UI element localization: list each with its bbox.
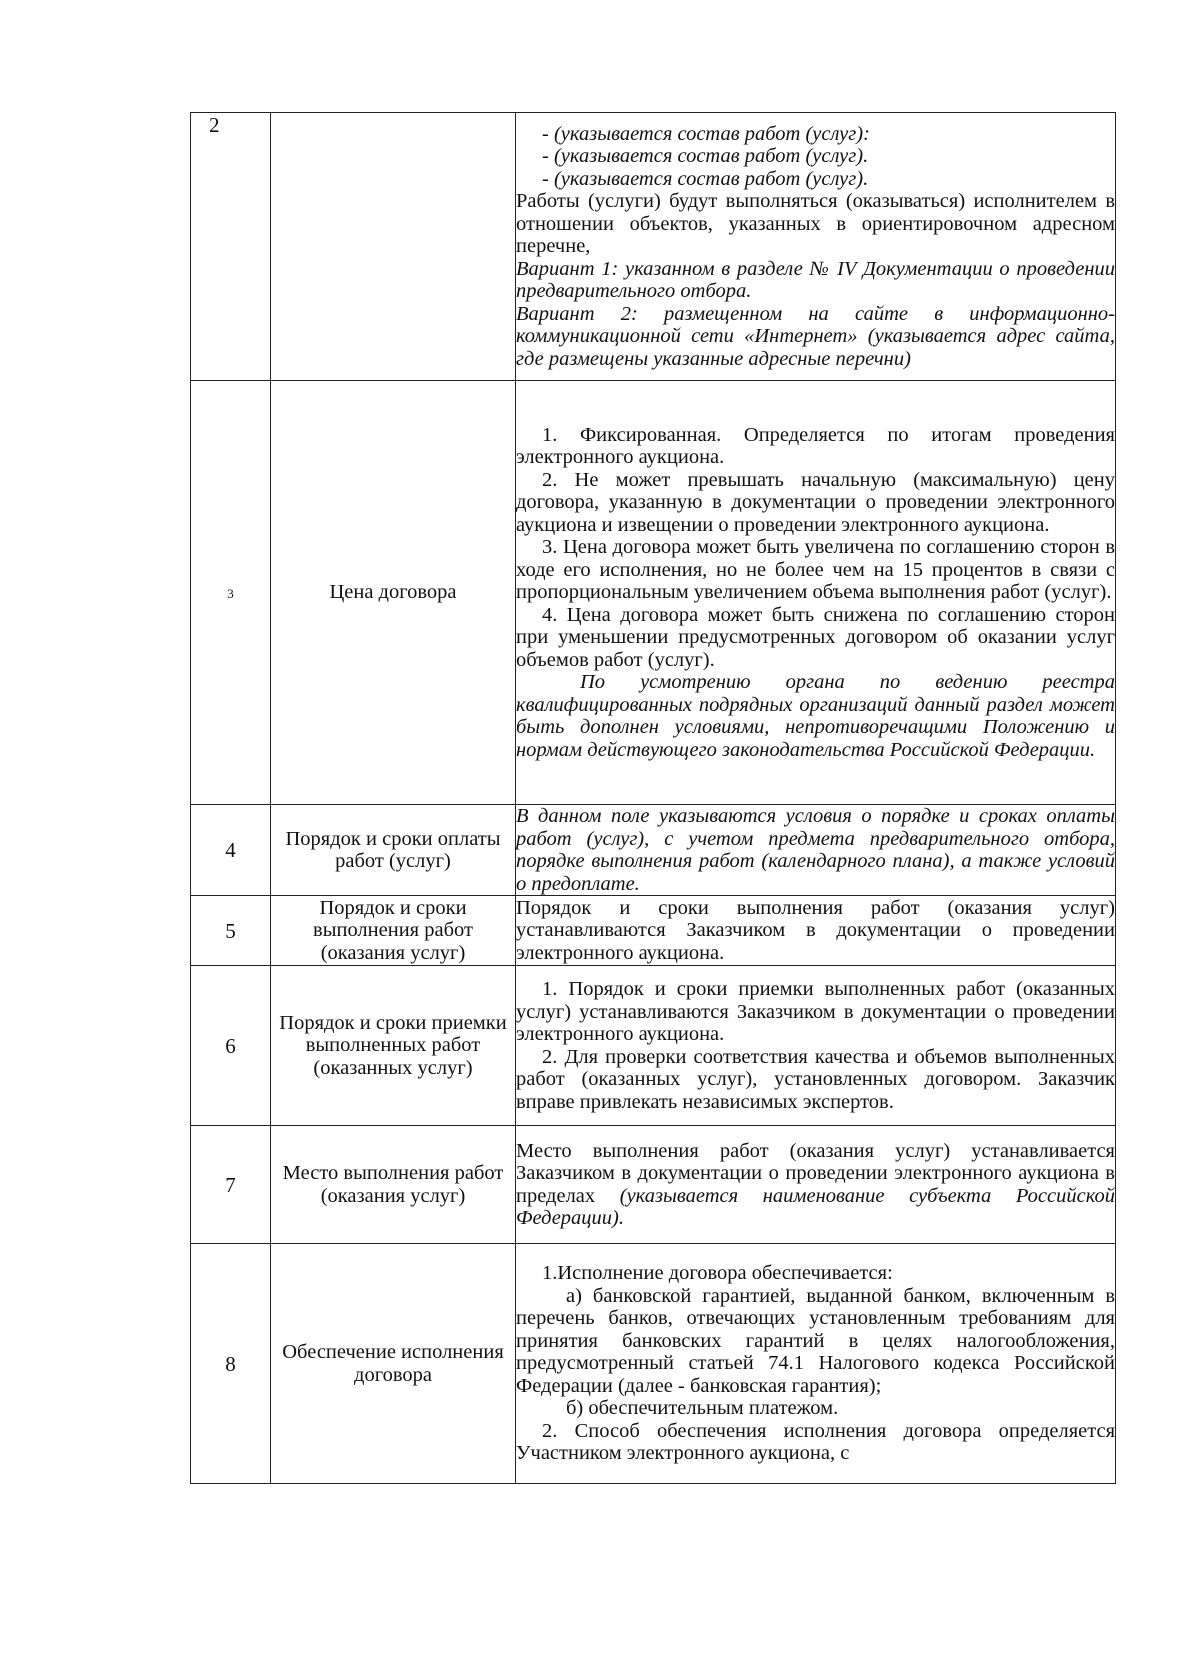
paragraph: Вариант 2: размещенном на сайте в информационно-коммуникационной сети «Интернет» (указывается адрес сайта, где размещены указанные адресные перечни) [516, 302, 1115, 370]
row-number: 6 [191, 966, 271, 1126]
contract-terms-table [190, 112, 1116, 1484]
row-content [516, 966, 1116, 1126]
row-content [516, 113, 1116, 381]
table-row [191, 1244, 1116, 1484]
paragraph: - (указывается состав работ (услуг). [542, 145, 869, 168]
row-number-text: 3 [227, 586, 234, 601]
row-number: 4 [191, 805, 271, 896]
row-title: Место выполнения работ (оказания услуг) [271, 1126, 516, 1244]
paragraph: 2. Не может превышать начальную (максимальную) цену договора, указанную в документации о проведении электронного аукциона и извещении о проведении электронного аукциона. [516, 468, 1115, 536]
table-row [191, 966, 1116, 1126]
row-content [516, 896, 1116, 966]
row-title: Порядок и сроки оплаты работ (услуг) [271, 805, 516, 896]
paragraph: - (указывается состав работ (услуг). [542, 167, 869, 190]
table-row [191, 381, 1116, 805]
paragraph-text: Место выполнения работ (оказания услуг) устанавливается Заказчиком в документации о проведении электронного аукциона в пределах [516, 1139, 1115, 1207]
paragraph: 2. Способ обеспечения исполнения договора определяется Участником электронного аукциона, с [516, 1419, 1115, 1465]
paragraph: - (указывается состав работ (услуг): [542, 122, 870, 145]
paragraph: 4. Цена договора может быть снижена по соглашению сторон при уменьшении предусмотренных договором об оказании услуг объемов работ (услуг). [516, 603, 1115, 671]
paragraph-italic: (указывается наименование субъекта Российской Федерации). [516, 1184, 1116, 1229]
row-number: 8 [191, 1244, 271, 1484]
row-content [516, 1244, 1116, 1484]
row-title: Цена договора [271, 381, 516, 805]
row-content [516, 805, 1116, 896]
paragraph: 1. Порядок и сроки приемки выполненных работ (оказанных услуг) устанавливаются Заказчиком в документации о проведении электронного аукциона. [516, 978, 1115, 1045]
row-title [271, 113, 516, 381]
row-title: Порядок и сроки приемки выполненных работ (оказанных услуг) [271, 966, 516, 1126]
row-number [191, 381, 271, 805]
row-title: Порядок и сроки выполнения работ (оказания услуг) [271, 896, 516, 966]
paragraph [516, 1140, 1115, 1230]
paragraph: В данном поле указываются условия о порядке и сроках оплаты работ (услуг), с учетом предмета предварительного отбора, порядке выполнения работ (календарного плана), а также условий о предоплате. [516, 805, 1115, 895]
paragraph: Вариант 1: указанном в разделе № IV Документации о проведении предварительного отбора. [516, 257, 1115, 303]
row-number: 5 [191, 896, 271, 966]
row-title: Обеспечение исполнения договора [271, 1244, 516, 1484]
paragraph: б) обеспечительным платежом. [566, 1397, 839, 1420]
paragraph: 1. Фиксированная. Определяется по итогам проведения электронного аукциона. [516, 423, 1115, 469]
table-row [191, 113, 1116, 381]
row-content [516, 1126, 1116, 1244]
table-row [191, 1126, 1116, 1244]
paragraph: 2. Для проверки соответствия качества и объемов выполненных работ (оказанных услуг), установленных договором. Заказчик вправе привлекать независимых экспертов. [516, 1045, 1115, 1113]
row-number: 2 [191, 113, 271, 381]
table-row [191, 896, 1116, 966]
paragraph: По усмотрению органа по ведению реестра квалифицированных подрядных организаций данный раздел может быть дополнен условиями, непротиворечащими Положению и нормам действующего законодательства Российской Федерации. [516, 671, 1115, 761]
paragraph: а) банковской гарантией, выданной банком, включенным в перечень банков, отвечающих установленным требованиям для принятия банковских гарантий в целях налогообложения, предусмотренный статьей 74.1 Налогового кодекса Российской Федерации (далее - банковская гарантия); [516, 1284, 1115, 1397]
paragraph: 1.Исполнение договора обеспечивается: [542, 1262, 893, 1285]
table-row [191, 805, 1116, 896]
paragraph: Работы (услуги) будут выполняться (оказываться) исполнителем в отношении объектов, указанных в ориентировочном адресном перечне, [516, 190, 1115, 258]
paragraph: 3. Цена договора может быть увеличена по соглашению сторон в ходе его исполнения, но не более чем на 15 процентов в связи с пропорциональным увеличением объема выполнения работ (услуг). [516, 536, 1115, 604]
row-content [516, 381, 1116, 805]
paragraph: Порядок и сроки выполнения работ (оказания услуг) устанавливаются Заказчиком в документации о проведении электронного аукциона. [516, 896, 1115, 964]
row-number: 7 [191, 1126, 271, 1244]
